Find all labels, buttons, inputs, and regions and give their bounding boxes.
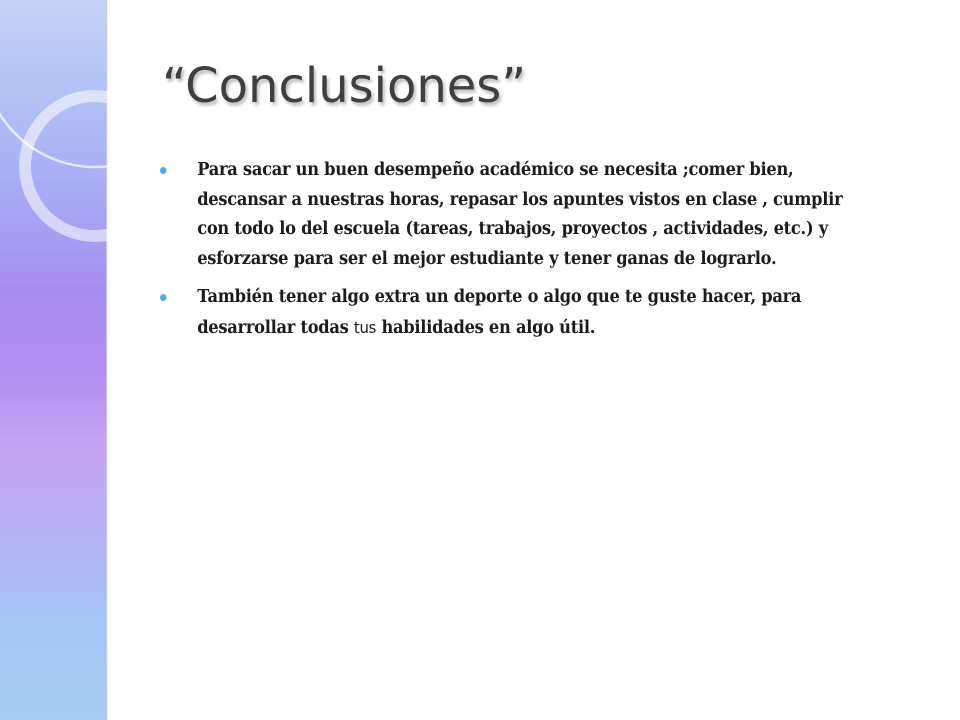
bullet-dot-icon — [160, 167, 167, 174]
bullet-item — [160, 283, 867, 343]
bullet-item — [160, 156, 867, 274]
bullet-text-plain-word: tus — [353, 317, 377, 337]
bullet-list — [160, 156, 920, 352]
decorative-circles — [0, 0, 140, 260]
bullet-text-start: También tener algo extra un deporte o algo que te guste hacer, para desarrollar todas — [197, 287, 802, 338]
bullet-text: Para sacar un buen desempeño académico se necesita ;comer bien, descansar a nuestras horas, repasar los apuntes vistos en clase , cumplir con todo lo del escuela (tareas, trabajos, proyectos , actividades, etc.) y esforzarse para ser el mejor estudiante y tener ganas de lograrlo. — [197, 160, 843, 269]
bullet-text-end: habilidades en algo útil. — [376, 317, 596, 338]
bullet-dot-icon — [160, 294, 167, 301]
slide-title: “Conclusiones” — [162, 58, 527, 114]
decorative-large-circle — [0, 0, 140, 167]
